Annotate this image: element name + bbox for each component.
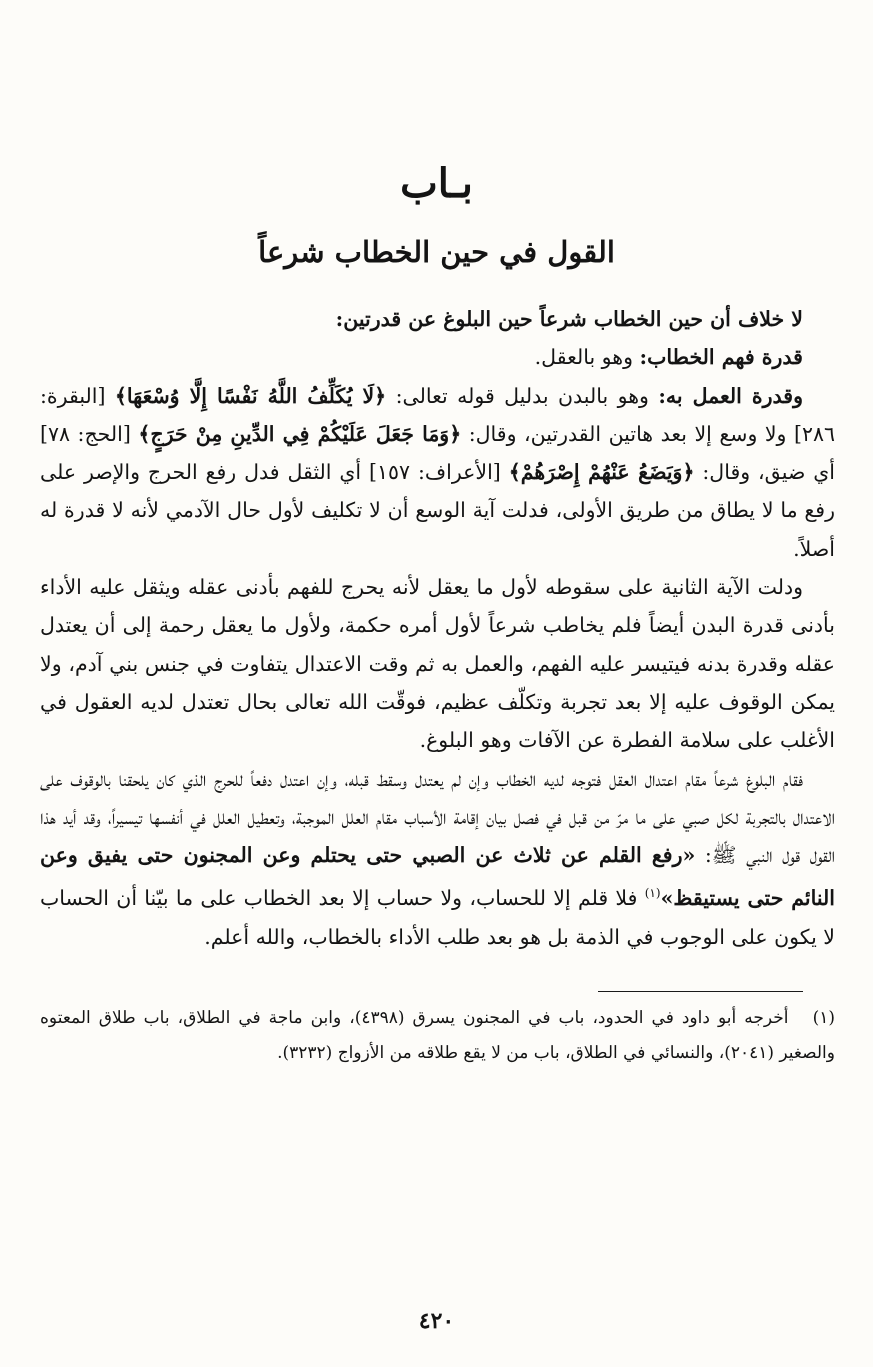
chapter-heading: بـاب bbox=[400, 160, 473, 207]
second-capacity-text-b: [البقرة: ٢٨٦] ولا وسع إلا بعد هاتين القدرتين، وقال: bbox=[40, 383, 835, 446]
intro-paragraph: لا خلاف أن حين الخطاب شرعاً حين البلوغ عن قدرتين: bbox=[335, 307, 803, 331]
footnote-number: (١) bbox=[812, 1008, 835, 1028]
main-text bbox=[40, 300, 835, 956]
footnote-item bbox=[40, 1001, 835, 1071]
second-capacity-paragraph bbox=[40, 377, 835, 568]
quran-verse-1: ﴿لَا يُكَلِّفُ اللَّهُ نَفْسًا إِلَّا وُسْعَهَا﴾ bbox=[114, 383, 387, 408]
first-capacity-paragraph bbox=[40, 338, 835, 376]
footnotes bbox=[40, 1001, 835, 1071]
second-capacity-text-d: [الأعراف: ١٥٧] أي الثقل فدل رفع الحرج والإصر على رفع ما لا يطاق من طريق الأولى، فدلت آية الوسع أن لا تكليف لأول حال الآدمي لأنه لا قدرة له أصلاً. bbox=[40, 460, 835, 561]
second-capacity-label: وقدرة العمل به: bbox=[658, 383, 803, 408]
second-capacity-text-a: وهو بالبدن بدليل قوله تعالى: bbox=[395, 383, 649, 408]
second-verse-paragraph: ودلت الآية الثانية على سقوطه لأول ما يعقل لأنه يحرج للفهم بأدنى عقله ويثقل عليه الأداء بأدنى قدرة البدن أيضاً فلم يخاطب شرعاً لأول أمره حكمة، ولأول ما يعقل رحمة إلى أن يعتدل عقله وقدرة بدنه فيتيسر عليه الفهم، والعمل به ثم وقت الاعتدال يتفاوت في جنس بني آدم، ولا يمكن الوقوف عليه إلا بعد تجربة وتكلّف عظيم، فوقّت الله تعالى بحال تعتدل لديه العقول في الأغلب على سلامة الفطرة عن الآفات وهو البلوغ. bbox=[40, 575, 835, 753]
puberty-text-a: فقام البلوغ شرعاً مقام اعتدال العقل فتوجه لديه الخطاب وإن لم يعتدل وسقط قبله، وإن اعتدل دفعاً للحرج الذي كان يلحقنا بالوقوف على الاعتدال بالتجربة لكل صبي على ما مرّ من قبل في فصل بيان إقامة الأسباب مقام العلل الموجبة، وتعطيل العلل في أنفسها تيسيراً، وقد أيد هذا القول قول النبي ﷺ: bbox=[40, 766, 835, 868]
section-title: القول في حين الخطاب شرعاً bbox=[258, 235, 615, 269]
footnote-text: أخرجه أبو داود في الحدود، باب في المجنون يسرق (٤٣٩٨)، وابن ماجة في الطلاق، باب طلاق المعتوه والصغير (٢٠٤١)، والنسائي في الطلاق، باب من لا يقع طلاقه من الأزواج (٣٢٣٢). bbox=[40, 1008, 835, 1063]
quran-verse-3: ﴿وَيَضَعُ عَنْهُمْ إِصْرَهُمْ﴾ bbox=[508, 460, 695, 485]
puberty-text-b: فلا قلم إلا للحساب، ولا حساب إلا بعد الخطاب على ما بيّنا أن الحساب لا يكون على الوجوب في الذمة بل هو بعد طلب الأداء بالخطاب، والله أعلم. bbox=[40, 886, 835, 949]
quran-verse-2: ﴿وَمَا جَعَلَ عَلَيْكُمْ فِي الدِّينِ مِنْ حَرَجٍ﴾ bbox=[138, 421, 462, 446]
second-capacity-text-c: [الحج: ٧٨] أي ضيق، وقال: bbox=[40, 421, 836, 485]
hadith-quote: «رفع القلم عن ثلاث عن الصبي حتى يحتلم وعن المجنون حتى يفيق وعن النائم حتى يستيقظ» bbox=[40, 843, 835, 911]
first-capacity-label: قدرة فهم الخطاب: bbox=[639, 345, 803, 370]
footnote-divider bbox=[598, 991, 803, 992]
footnote-reference: (١) bbox=[644, 886, 661, 901]
first-capacity-text: وهو بالعقل. bbox=[534, 345, 633, 370]
page-number: ٤٢٠ bbox=[418, 1308, 455, 1334]
puberty-paragraph bbox=[40, 760, 835, 956]
